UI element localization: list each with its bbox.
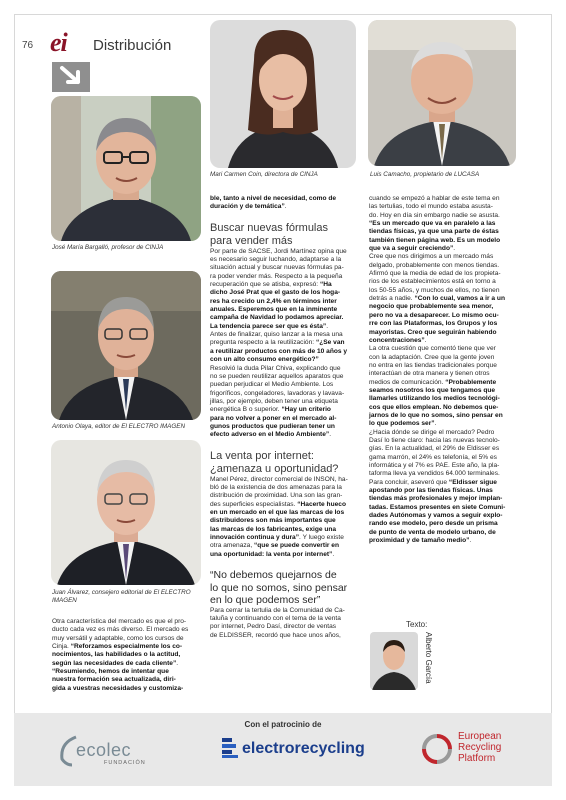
text-line: no entra en las tiendas tradicionales porque (369, 361, 497, 369)
text-line: distribuidores son más importantes que (210, 517, 336, 525)
text-line: Para concluir, aseveró que “Eldisser sigue (369, 478, 497, 486)
text-line: taforma lleva ya vendidos 64.000 terminales. (369, 470, 500, 478)
text-line: informática y el 7% es PAE. Este año, la pla- (369, 462, 500, 469)
text-line: por internet, Pedro Dasí, director de ventas (210, 623, 337, 631)
photo-olaya (51, 271, 201, 420)
text-line: frigoríficos, congeladores, lavadoras y lavava- (210, 389, 345, 397)
text-line: seamos nosotros los que tengamos que (369, 386, 496, 394)
erp-logo-text (458, 731, 501, 764)
heading-buscar-line1: Buscar nuevas fórmulas (210, 221, 328, 234)
caption-alvarez (52, 589, 191, 605)
electrorecycling-logo-icon (222, 738, 238, 758)
pull-quote-line1: “No debemos quejarnos de (210, 569, 337, 582)
text-line: nuestra formación sea actualizada, diri- (52, 676, 176, 684)
author-photo (370, 632, 418, 690)
text-line: anuales. Esperemos que en la inminente (210, 306, 338, 314)
text-line: que va a seguir creciendo”. (369, 245, 456, 253)
page-number: 76 (22, 40, 34, 51)
text-line: Afirmó que la media de edad de los propieta- (369, 270, 501, 278)
heading-venta-line2: ¿amenaza u oportunidad? (210, 462, 339, 475)
left-column-text (52, 618, 202, 693)
text-line: a reutilizar productos con más de 10 años y (210, 347, 348, 355)
text-line: bló de la existencia de dos amenazas para la (210, 483, 342, 491)
photo-camacho (368, 20, 516, 166)
text-line: gunos productos que pudieran tener un (210, 422, 335, 430)
middle-block2 (210, 476, 358, 559)
text-line: no se pueden reutilizar aquellos aparatos que (210, 372, 344, 380)
text-line: Por parte de SACSE, Jordi Martínez opina que (210, 247, 347, 255)
text-line: duración y de temática”. (210, 203, 287, 211)
text-line: también tienen página web. Es un modelo (369, 236, 501, 244)
photo-alvarez (51, 440, 201, 585)
text-line: Resolvió la duda Pilar Chiva, explicando que (210, 364, 341, 372)
author-name-box (423, 632, 437, 692)
text-line: dicho José Prat que el gasto de los hoga- (210, 289, 341, 297)
text-line: tiendas más profesionales y mejor implan- (369, 495, 503, 503)
text-line: nocimientos, las habilidades o la actitud, (52, 651, 181, 659)
text-line: rando ese modelo, pero desde un prisma (369, 520, 498, 528)
photo-coin (210, 20, 356, 168)
text-line: rios de los establecimientos está en torno a (369, 278, 496, 286)
middle-intro (210, 195, 358, 212)
text-line: des superficies especialistas. “Hacerte hueco (210, 500, 346, 508)
caption-camacho: Luis Camacho, propietario de LUCASA (370, 171, 480, 178)
heading-buscar (210, 222, 358, 248)
text-line: gida a vuestras necesidades y customiza- (52, 684, 184, 692)
text-line: dades Autónomas y vamos a seguir explo- (369, 512, 503, 520)
text-line: tadas. Estamos presentes en siete Comuni- (369, 503, 506, 511)
text-line: las marcas de los fabricantes, exige una (210, 525, 337, 533)
text-line: pero no va a desaparecer. Lo mismo ocu- (369, 311, 499, 319)
caption-olaya: Antonio Olaya, editor de El ELECTRO IMAGEN (52, 423, 185, 430)
text-line: llamarles utilizando los medios tecnológi- (369, 395, 500, 403)
text-line: pregunta respecto a la reutilización: “¿Se van (210, 339, 345, 347)
text-line: campaña de Navidad lo podamos apreciar. (210, 314, 344, 322)
recycling-icon (420, 732, 454, 766)
text-line: jarnos de lo que no somos, sino pensar en (369, 411, 503, 419)
middle-block1 (210, 248, 358, 440)
text-line: ble, tanto a nivel de necesidad, como de (210, 195, 337, 202)
text-line: La otra cuestión que comentó tiene que ver (369, 345, 496, 353)
text-line: ducto cada vez es más diverso. El mercado es (52, 626, 189, 634)
magazine-logo: ei (50, 28, 67, 57)
text-line: otra amenaza, “que se puede convertir en (210, 542, 339, 550)
text-line: puedan perjudicar el Medio Ambiente. Los (210, 381, 334, 389)
section-title: Distribución (93, 37, 172, 54)
text-line: efecto adverso en el Medio Ambiente”. (210, 431, 332, 439)
text-line: Cree que nos dirigimos a un mercado más (369, 253, 494, 261)
text-line: Dasí lo tiene claro: hacia las nuevas tecnolo- (369, 436, 500, 444)
text-line: do. Hoy en día sin embargo nadie se asusta. (369, 211, 500, 219)
heading-buscar-line2: para vender más (210, 234, 293, 247)
right-column-text (369, 195, 517, 545)
text-line: según las necesidades de cada cliente”. (52, 659, 179, 667)
pull-quote-line3: en lo que podemos ser” (210, 594, 321, 607)
text-line: Antes de finalizar, quiso lanzar a la mesa una (210, 331, 343, 339)
ecolec-logo-text: ecolec (76, 740, 132, 760)
text-line: es necesario seguir luchando, adaptarse a la (210, 256, 342, 264)
pull-quote (210, 569, 358, 607)
text-line: mayoristas. Creo que seguirán habiendo (369, 328, 497, 336)
pull-quote-line2: lo que no somos, sino pensar (210, 581, 348, 594)
heading-venta-line1: La venta por internet: (210, 449, 314, 462)
heading-venta-internet (210, 450, 358, 476)
electrorecycling-logo-text: electrorecycling (242, 740, 365, 757)
caption-alvarez-line1: Juan Álvarez, consejero editorial de El ELECTRO (52, 589, 191, 596)
text-line: Manel Pérez, director comercial de INSON, ha- (210, 475, 348, 483)
text-line: delgado, probablemente con menos tiendas. (369, 261, 500, 269)
text-line: ra poder vender más. Respecto a la pequeña (210, 272, 343, 280)
sponsor-label: Con el patrocinio de (244, 720, 322, 729)
ecolec-logo-sub: FUNDACIÓN (104, 760, 146, 766)
text-line: distribución de proximidad. Una son las gran- (210, 492, 343, 500)
text-line: los 50-55 años, y muchos de ellos, no tienen (369, 286, 500, 294)
text-line: gama marrón, el 24% es telefonía, el 5% es (369, 453, 497, 461)
text-line: tiendas físicas, ya que una parte de éstas (369, 228, 499, 236)
middle-block3 (210, 607, 358, 640)
text-line: detrás a nadie. “Con lo cual, vamos a ir a un (369, 295, 505, 303)
text-line: “Es un mercado que va en paralelo a las (369, 220, 496, 228)
text-line: interactúan de otra manera y tienen otros (369, 370, 490, 378)
text-line: cuando se empezó a hablar de este tema en (369, 195, 500, 202)
erp-line3: Platform (458, 753, 496, 764)
text-line: Otra característica del mercado es que el pro- (52, 618, 187, 625)
text-line: de ELDISSER, recordó que hace unos años, (210, 631, 341, 639)
text-line: proximidad y de tamaño medio”. (369, 537, 472, 545)
text-line: muy versátil y adaptable, como los cursos de (52, 634, 184, 642)
text-line: de punto de venta de modelo urbano, de (369, 528, 496, 536)
text-line: situación actual y buscar nuevas fórmulas pa- (210, 264, 344, 272)
text-line: Cinja. “Reforzamos especialmente los co- (52, 643, 183, 651)
text-line: en un mercado en el que las marcas de los (210, 508, 345, 516)
text-line: con un alto consumo energético?” (210, 356, 319, 364)
text-line: gías. En la actualidad, el 29% de Eldisser es (369, 445, 500, 453)
text-line: res ha crecido un 2,4% en términos inter (210, 297, 337, 305)
text-line: energética B o superior. “Hay un criterio (210, 406, 331, 414)
text-line: jillas, por ejemplo, deben tener una etiqueta (210, 397, 338, 405)
text-line: lo que podemos ser”. (369, 420, 437, 428)
text-line: medios de comunicación. “Probablemente (369, 378, 497, 386)
author-name: Alberto García (424, 632, 433, 684)
text-line: una oportunidad: la venta por internet”. (210, 550, 335, 558)
text-line: cos que ellos emplean. No debemos que- (369, 403, 499, 411)
text-line: rre con las Plataformas, los Grupos y los (369, 320, 498, 328)
text-line: recuperación que se atisba, expresó: “Ha (210, 281, 332, 289)
text-line: La tendencia parece ser que es ésta”. (210, 322, 329, 330)
text-line: apostando por las tiendas físicas. Unas (369, 487, 493, 495)
erp-line1: European (458, 731, 502, 742)
text-line: taluña y continuando con el tema de la venta (210, 614, 341, 622)
text-line: con la adaptación. Cree que la gente joven (369, 353, 495, 361)
text-line: innovación continua y dura”. Y luego existe (210, 534, 344, 541)
text-line: Para cerrar la tertulia de la Comunidad de Ca- (210, 606, 345, 614)
caption-bargallo: José María Bargalló, profesor de CINJA (52, 244, 164, 251)
caption-coin: Mari Carmen Coin, directora de CINJA (210, 171, 318, 178)
text-line: ¿Hacia dónde se dirige el mercado? Pedro (369, 428, 495, 436)
caption-alvarez-line2: IMAGEN (52, 597, 77, 604)
text-line: concentraciones”. (369, 336, 427, 344)
text-line: negocio que probablemente sea menor, (369, 303, 494, 311)
arrow-icon (52, 62, 90, 92)
photo-bargallo (51, 96, 201, 241)
erp-line2: Recycling (458, 742, 502, 753)
text-line: las tertulias, todo el mundo estaba asusta- (369, 203, 493, 211)
text-line: para no volver a poner en el mercado al- (210, 414, 337, 422)
text-line: “Resumiendo, hemos de intentar que (52, 668, 169, 676)
middle-column (210, 195, 358, 640)
author-label: Texto: (406, 620, 428, 629)
